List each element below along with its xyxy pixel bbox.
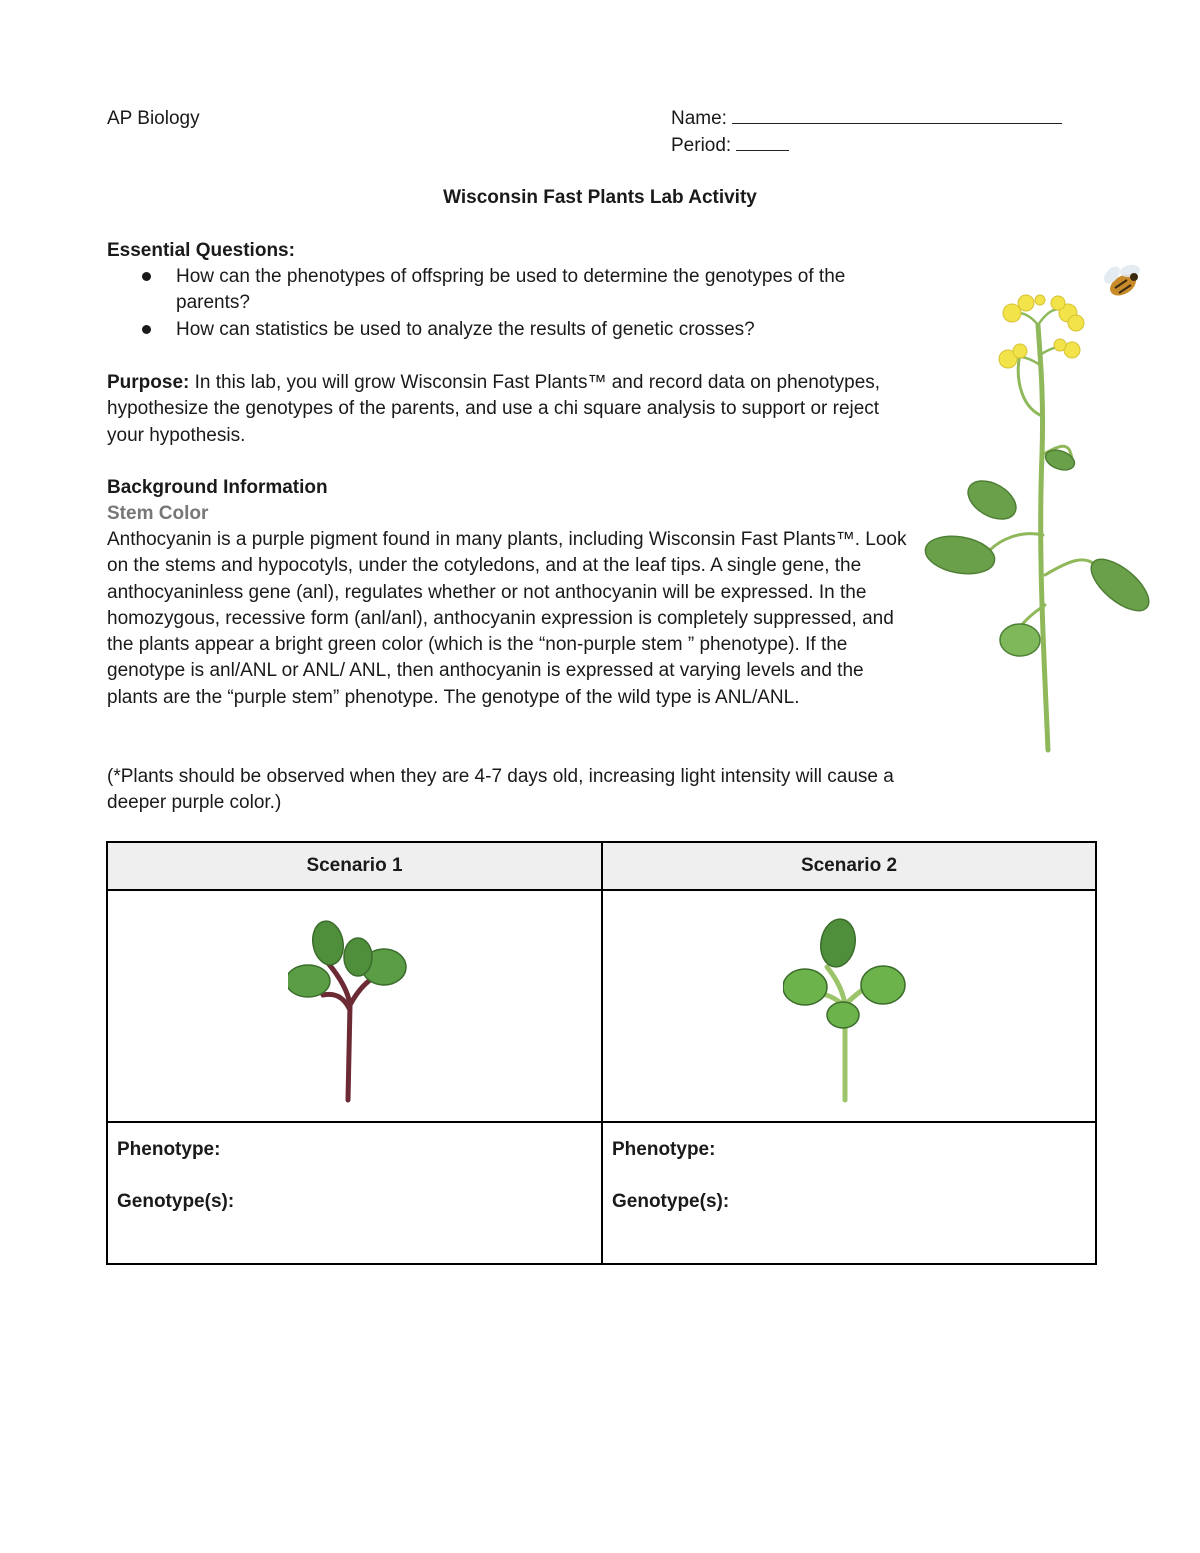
scenario-2-header: Scenario 2 xyxy=(602,842,1096,890)
question-item: How can the phenotypes of offspring be used to determine the genotypes of the parents? xyxy=(176,266,846,314)
name-field[interactable] xyxy=(671,106,1062,132)
purpose-label: Purpose: xyxy=(107,372,190,393)
scenario-2-answer-cell[interactable] xyxy=(602,1122,1096,1264)
background-heading: Background Information xyxy=(107,477,328,498)
green-stem-seedling-illustration xyxy=(783,915,923,1105)
period-field[interactable] xyxy=(671,133,789,159)
name-label: Name: xyxy=(671,108,727,129)
scenario-1-image-cell xyxy=(107,890,602,1122)
course-name: AP Biology xyxy=(107,108,200,129)
purpose-paragraph xyxy=(107,370,907,449)
bullet-icon xyxy=(142,325,154,337)
scenario-1-header: Scenario 1 xyxy=(107,842,602,890)
genotype-label: Genotype(s): xyxy=(117,1191,235,1212)
period-blank-line[interactable] xyxy=(736,149,789,151)
purple-stem-seedling-illustration xyxy=(288,915,428,1105)
phenotype-label: Phenotype: xyxy=(117,1139,221,1160)
observation-note: (*Plants should be observed when they are 4-7 days old, increasing light intensity will cause a deeper purple color.) xyxy=(107,766,894,814)
question-item: How can statistics be used to analyze the results of genetic crosses? xyxy=(176,319,755,340)
purpose-text: In this lab, you will grow Wisconsin Fast Plants™ and record data on phenotypes, hypothesize the genotypes of the parents, and use a chi square analysis to support or reject your hypothesis. xyxy=(107,372,881,446)
page-title: Wisconsin Fast Plants Lab Activity xyxy=(443,187,757,208)
period-label: Period: xyxy=(671,135,732,156)
phenotype-label: Phenotype: xyxy=(612,1139,716,1160)
bee-icon xyxy=(1101,263,1141,299)
scenario-table xyxy=(106,841,1097,1265)
bullet-icon xyxy=(142,272,154,284)
flowering-plant-illustration xyxy=(920,255,1160,765)
background-paragraph: Anthocyanin is a purple pigment found in many plants, including Wisconsin Fast Plants™. Look on the stems and hypocotyls, under the cotyledons, and at the leaf tips. A single gene, the anthocyaninless gene (anl), regulates whether or not anthocyanin will be expressed. In the homozygous, recessive form (anl/anl), anthocyanin expression is completely suppressed, and the plants appear a bright green color (which is the “non-purple stem ” phenotype). If the genotype is anl/ANL or ANL/ ANL, then anthocyanin is expressed at varying levels and the plants are the “purple stem” phenotype. The genotype of the wild type is ANL/ANL. xyxy=(107,529,907,708)
scenario-1-answer-cell[interactable] xyxy=(107,1122,602,1264)
name-blank-line[interactable] xyxy=(732,122,1062,124)
genotype-label: Genotype(s): xyxy=(612,1191,730,1212)
plant-stem xyxy=(990,309,1095,750)
stem-color-subheading: Stem Color xyxy=(107,503,209,524)
scenario-2-image-cell xyxy=(602,890,1096,1122)
essential-questions-heading: Essential Questions: xyxy=(107,240,295,261)
